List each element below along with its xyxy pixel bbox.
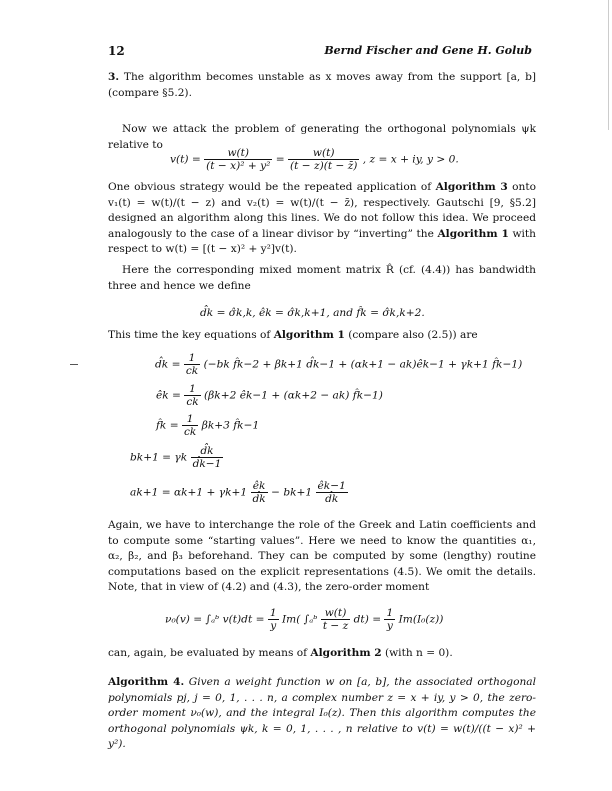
equation-e-hat: [156, 383, 383, 408]
equation-f-hat: [156, 413, 259, 438]
eq1-denominator-2: (t − z)(t − z̄): [289, 160, 358, 172]
eq-a-lhs: ak+1 = αk+1 + γk+1: [130, 486, 248, 499]
eq1-condition: , z = x + iy, y > 0.: [362, 153, 459, 166]
eq-f-one: 1: [182, 413, 198, 426]
eq3-im-1: Im: [281, 613, 297, 626]
paragraph-starting-values: Again, we have to interchange the role of the Greek and Latin coefficients and to compute some “starting values”. Here we need to know the quantities α₁, α₂, β₂, and β₃ beforehand. They can be computed by some (lengthy) routine computations based on the explicit representations (4.5). We omit the details. Note, that in view of (4.2) and (4.3), the zero-order moment: [108, 519, 536, 594]
eq3-inner-numerator: w(t): [321, 607, 350, 620]
eq-e-ck: ck: [186, 396, 199, 408]
margin-mark: [70, 364, 78, 365]
eq-b-lhs: bk+1 = γk: [130, 451, 188, 464]
eq-b-numerator: d̂k: [191, 445, 224, 458]
para6-text-1: can, again, be evaluated by means of: [108, 647, 311, 659]
eq-a-denominator-2: d̂k: [325, 493, 339, 505]
eq3-inner-tail: dt: [353, 613, 365, 626]
algorithm-4-text: Given a weight function w on [a, b], the associated orthogonal polynomials pj, j = 0, 1, . . . n, a complex number z = x + iy, y > 0, the zero-order moment ν₀(w), and the integral I₀(z). Then this algorithm computes the orthogonal polynomials ψk, k = 0, 1, . . . , n relative to v(t) = w(t)/((t − x)² + y²).: [108, 676, 536, 751]
eq-a-denominator-1: d̂k: [252, 493, 266, 505]
para4-text-1: This time the key equations of: [108, 329, 274, 341]
paragraph-strategy: [108, 180, 536, 258]
eq1-denominator-1: (t − x)² + y²: [206, 160, 271, 172]
eq1-equals: =: [275, 153, 285, 166]
eq-d-lhs: d̂k =: [155, 358, 181, 371]
equation-hat-definitions: d̂k = σ̂k,k, êk = σ̂k,k+1, and f̂k = σ̂k,k+2.: [200, 307, 425, 319]
eq3-one-2: 1: [386, 607, 394, 619]
eq3-equals: =: [372, 613, 382, 626]
eq-a-mid: − bk+1: [271, 486, 313, 499]
eq-a-numerator-2: êk−1: [317, 480, 346, 492]
equation-v-definition: [170, 147, 459, 172]
paragraph-moment-matrix: Here the corresponding mixed moment matrix R̂ (cf. (4.4)) has bandwidth three and hence we define: [108, 264, 536, 292]
algorithm-4-statement: [108, 675, 536, 753]
page-number: 12: [108, 44, 125, 58]
eq3-one-1: 1: [269, 607, 277, 619]
paragraph-intro: Now we attack the problem of generating the orthogonal polynomials ψk relative to: [108, 123, 536, 151]
eq-e-rhs: (βk+2 êk−1 + (αk+2 − ak) f̂k−1): [204, 389, 383, 402]
eq3-inner-fraction: [321, 607, 350, 632]
list-item-label: 3.: [108, 71, 120, 83]
para4-text-2: (compare also (2.5)) are: [344, 329, 478, 341]
eq-d-one: 1: [184, 352, 200, 365]
para6-alg2-ref: Algorithm 2: [310, 647, 382, 659]
eq-f-lhs: f̂k =: [156, 419, 179, 432]
eq3-fraction-2: [384, 607, 395, 632]
eq-a-numerator-1: êk: [251, 480, 268, 493]
eq-e-fraction: [184, 383, 200, 408]
eq-f-ck: ck: [183, 426, 197, 438]
eq1-numerator-2: w(t): [288, 147, 359, 160]
eq1-fraction-1: [204, 147, 272, 172]
eq-f-rhs: βk+3 f̂k−1: [201, 419, 260, 432]
eq3-im-2: Im(I₀(z)): [398, 613, 444, 626]
eq3-y-2: y: [386, 620, 393, 632]
page-edge-rule: [608, 0, 609, 130]
running-header-authors: Bernd Fischer and Gene H. Golub: [324, 44, 532, 57]
list-item-text: The algorithm becomes unstable as x moves away from the support [a, b] (compare §5.2).: [108, 71, 536, 99]
eq-d-rhs: (−bk f̂k−2 + βk+1 d̂k−1 + (αk+1 − ak)êk−1 + γk+1 f̂k−1): [203, 358, 523, 371]
equation-a-next: [130, 480, 348, 505]
eq1-lhs: v(t) =: [170, 153, 201, 166]
para2-text-2: onto v₁(t) = w(t)/(t − z) and v₂(t) = w(t)/(t − z̄), respectively. Gautschi [9, §5.2] designed an algorithm along this lines. We do not follow this idea. We proceed analogously to the case of a linear divisor by “inverting” the: [108, 181, 536, 240]
eq-a-fraction-1: [251, 480, 268, 505]
eq-d-ck: ck: [185, 365, 199, 377]
eq-b-denominator: d̂k−1: [192, 458, 222, 470]
equation-b-next: [130, 445, 223, 470]
eq-d-fraction: [184, 352, 200, 377]
para2-text-1: One obvious strategy would be the repeated application of: [108, 181, 436, 193]
eq-f-fraction: [182, 413, 198, 438]
algorithm-4-title: Algorithm 4.: [108, 676, 185, 688]
eq-e-lhs: êk =: [156, 389, 181, 402]
para6-text-2: (with n = 0).: [381, 647, 453, 659]
eq3-inner-denominator: t − z: [322, 620, 349, 632]
eq1-numerator-1: w(t): [204, 147, 272, 160]
eq3-y-1: y: [270, 620, 277, 632]
eq1-fraction-2: [288, 147, 359, 172]
equation-d-hat: [155, 352, 522, 377]
paragraph-evaluate: [108, 646, 536, 662]
para2-text-3: with respect to w(t) = [(t − x)² + y²]v(t).: [108, 227, 537, 256]
list-item-3: [108, 70, 536, 101]
para2-alg3-ref: Algorithm 3: [435, 181, 508, 193]
eq-a-fraction-2: [316, 480, 348, 505]
eq3-fraction-1: [268, 607, 279, 632]
equation-zero-order-moment: ν₀(v) = ∫ₐᵇ v(t)dt = $\frac{1}{y}$ Im( ∫ₐᵇ $\frac{w(t)}{t - z}$ dt) = $\frac{1}{y}$ Im(I₀(z)): [165, 607, 444, 632]
eq-e-one: 1: [184, 383, 200, 396]
eq3-lhs: ν₀(v) = ∫ₐᵇ v(t)dt =: [165, 613, 265, 626]
paragraph-key-equations: [108, 328, 536, 344]
eq-b-fraction: [191, 445, 224, 470]
para4-alg1-ref: Algorithm 1: [273, 329, 345, 341]
para2-alg1-ref: Algorithm 1: [437, 227, 509, 240]
